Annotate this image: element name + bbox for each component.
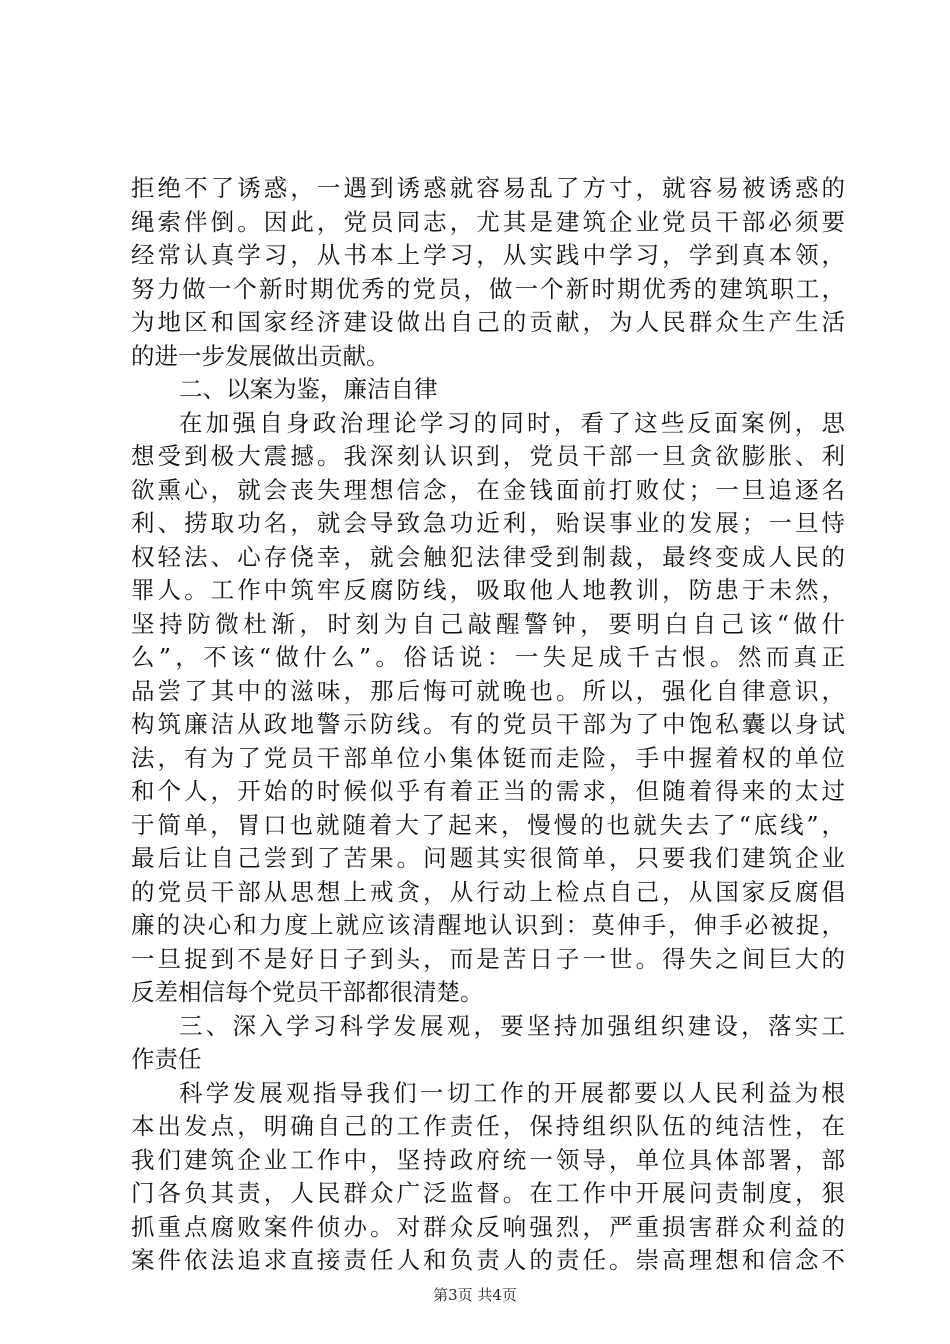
text-line: 二、以案为鉴，廉洁自律	[179, 375, 438, 403]
text-line: 罪人。工作中筑牢反腐防线，吸取他人地教训，防患于未然，	[131, 576, 845, 604]
text-line: 么”，不该“做什么”。俗话说：一失足成千古恨。然而真正	[131, 643, 845, 671]
text-line: 的进一步发展做出贡献。	[131, 341, 390, 370]
text-line: 绳索伴倒。因此，党员同志，尤其是建筑企业党员干部必须要	[131, 207, 845, 236]
document-body	[131, 172, 845, 1278]
text-line: 廉的决心和力度上就应该清醒地认识到：莫伸手，伸手必被捉，	[131, 911, 845, 939]
text-line: 案件依法追求直接责任人和负责人的责任。崇高理想和信念不	[131, 1246, 845, 1274]
text-line: 欲熏心，就会丧失理想信念，在金钱面前打败仗；一旦追逐名	[131, 475, 845, 504]
text-line: 法，有为了党员干部单位小集体铤而走险，手中握着权的单位	[131, 743, 845, 772]
page-footer: 第3页 共4页	[433, 1286, 517, 1304]
text-line: 于简单，胃口也就随着大了起来，慢慢的也就失去了“底线”，	[131, 810, 845, 839]
text-line: 利、捞取功名，就会导致急功近利，贻误事业的发展；一旦恃	[131, 509, 845, 537]
text-line: 的党员干部从思想上戒贪，从行动上检点自己，从国家反腐倡	[131, 877, 845, 906]
text-line: 门各负其责，人民群众广泛监督。在工作中开展问责制度，狠	[131, 1179, 845, 1207]
text-line: 品尝了其中的滋味，那后悔可就晚也。所以，强化自律意识，	[131, 676, 845, 705]
text-line: 努力做一个新时期优秀的党员，做一个新时期优秀的建筑职工，	[131, 274, 845, 303]
text-line: 我们建筑企业工作中，坚持政府统一领导，单位具体部署，部	[131, 1145, 845, 1174]
text-line: 经常认真学习，从书本上学习，从实践中学习，学到真本领，	[131, 241, 845, 269]
text-line: 最后让自己尝到了苦果。问题其实很简单，只要我们建筑企业	[131, 844, 845, 872]
text-line: 三、深入学习科学发展观，要坚持加强组织建设，落实工	[179, 1011, 845, 1040]
text-line: 权轻法、心存侥幸，就会触犯法律受到制裁，最终变成人民的	[131, 542, 845, 571]
text-line: 在加强自身政治理论学习的同时，看了这些反面案例，思	[179, 408, 845, 437]
text-line: 一旦捉到不是好日子到头，而是苦日子一世。得失之间巨大的	[131, 944, 845, 973]
text-line: 拒绝不了诱惑，一遇到诱惑就容易乱了方寸，就容易被诱惑的	[131, 174, 845, 202]
text-line: 本出发点，明确自己的工作责任，保持组织队伍的纯洁性，在	[131, 1112, 845, 1140]
text-line: 为地区和国家经济建设做出自己的贡献，为人民群众生产生活	[131, 308, 845, 336]
text-line: 科学发展观指导我们一切工作的开展都要以人民利益为根	[179, 1078, 845, 1107]
text-line: 想受到极大震撼。我深刻认识到，党员干部一旦贪欲膨胀、利	[131, 442, 845, 470]
text-line: 和个人，开始的时候似乎有着正当的需求，但随着得来的太过	[131, 777, 845, 805]
text-line: 构筑廉洁从政地警示防线。有的党员干部为了中饱私囊以身试	[131, 710, 845, 738]
text-line: 坚持防微杜渐，时刻为自己敲醒警钟，要明白自己该“做什	[131, 609, 845, 638]
text-line: 反差相信每个党员干部都很清楚。	[131, 978, 484, 1006]
text-line: 抓重点腐败案件侦办。对群众反响强烈，严重损害群众利益的	[131, 1212, 845, 1241]
text-line: 作责任	[131, 1045, 202, 1073]
